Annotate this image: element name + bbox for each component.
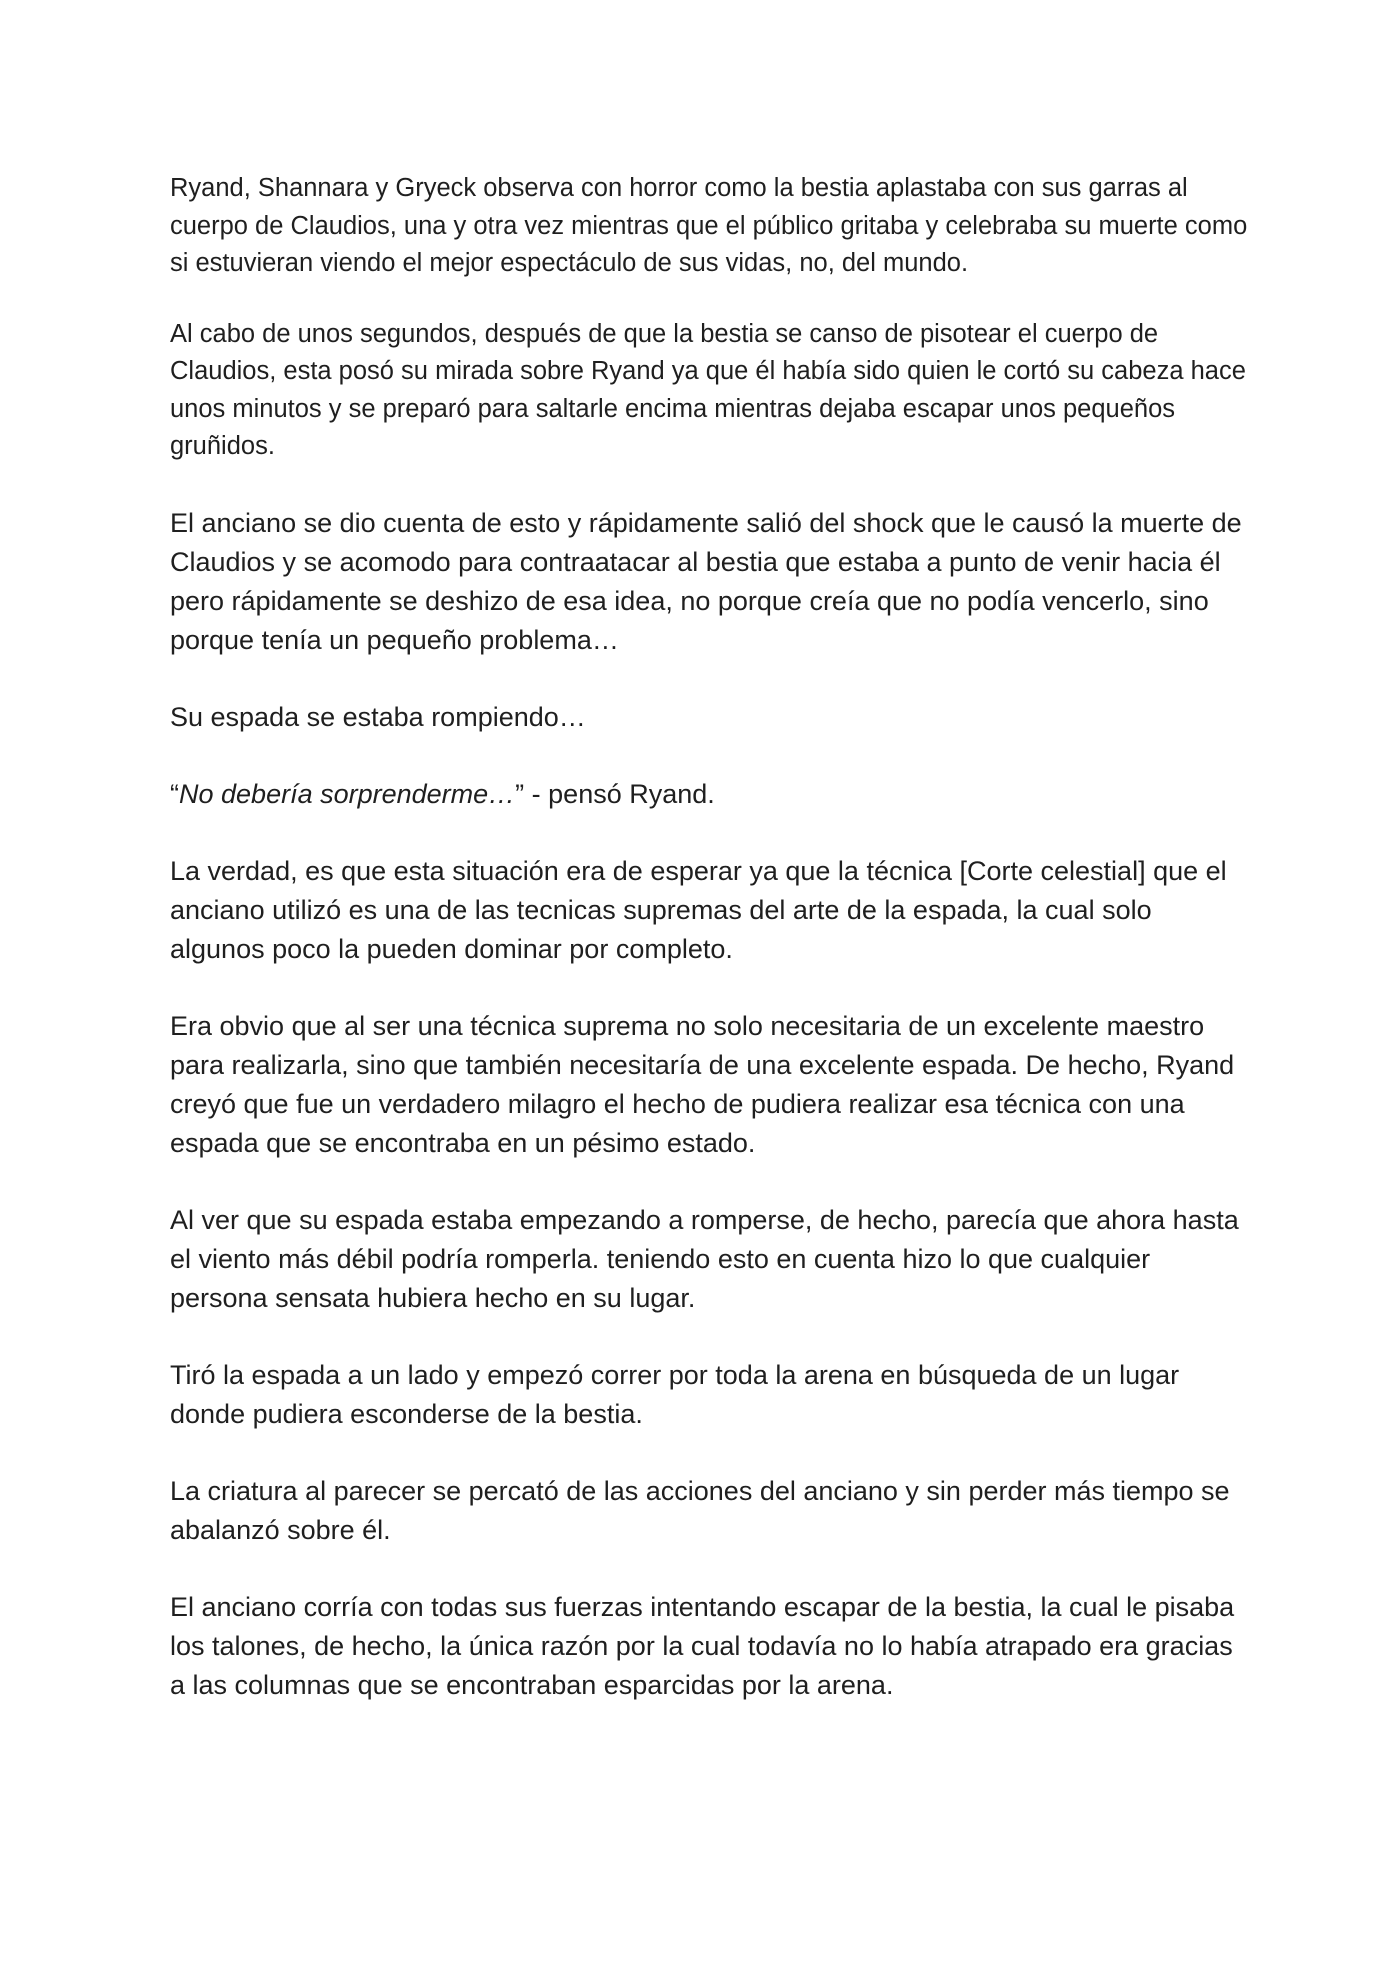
paragraph-11: El anciano corría con todas sus fuerzas intentando escapar de la bestia, la cual le pisaba los talones, de hecho, la única razón por la cual todavía no lo había atrapado era gracias a las columnas que se encontraban esparcidas por la arena. — [170, 1591, 1235, 1700]
paragraph-9: Tiró la espada a un lado y empezó correr por toda la arena en búsqueda de un lugar donde pudiera esconderse de la bestia. — [170, 1359, 1180, 1429]
paragraph-3: El anciano se dio cuenta de esto y rápidamente salió del shock que le causó la muerte de Claudios y se acomodo para contraatacar al bestia que estaba a punto de venir hacia él pero rápidamente se deshizo de esa idea, no porque creía que no podía vencerlo, sino porque tenía un pequeño problema… — [170, 507, 1242, 655]
paragraph-1: Ryand, Shannara y Gryeck observa con horror como la bestia aplastaba con sus garras al cuerpo de Claudios, una y otra vez mientras que el público gritaba y celebraba su muerte como si estuvieran viendo el mejor espectáculo de sus vidas, no, del mundo. — [170, 174, 1248, 277]
opening-quote: “ — [170, 778, 179, 809]
paragraph-5-thought — [170, 775, 1250, 814]
thought-attribution: - pensó Ryand. — [524, 778, 715, 809]
closing-quote: ” — [515, 778, 525, 809]
document-body — [170, 170, 1250, 1705]
paragraph-2: Al cabo de unos segundos, después de que la bestia se canso de pisotear el cuerpo de Claudios, esta posó su mirada sobre Ryand ya que él había sido quien le cortó su cabeza hace unos minutos y se preparó para saltarle encima mientras dejaba escapar unos pequeños gruñidos. — [170, 319, 1246, 460]
thought-text: No debería sorprenderme… — [179, 778, 516, 809]
paragraph-8: Al ver que su espada estaba empezando a romperse, de hecho, parecía que ahora hasta el viento más débil podría romperla. teniendo esto en cuenta hizo lo que cualquier persona sensata hubiera hecho en su lugar. — [170, 1204, 1239, 1313]
paragraph-7: Era obvio que al ser una técnica suprema no solo necesitaria de un excelente maestro para realizarla, sino que también necesitaría de una excelente espada. De hecho, Ryand creyó que fue un verdadero milagro el hecho de pudiera realizar esa técnica con una espada que se encontraba en un pésimo estado. — [170, 1010, 1235, 1158]
paragraph-10: La criatura al parecer se percató de las acciones del anciano y sin perder más tiempo se abalanzó sobre él. — [170, 1475, 1230, 1545]
paragraph-6: La verdad, es que esta situación era de esperar ya que la técnica [Corte celestial] que el anciano utilizó es una de las tecnicas supremas del arte de la espada, la cual solo algunos poco la pueden dominar por completo. — [170, 855, 1227, 964]
paragraph-4: Su espada se estaba rompiendo… — [170, 701, 586, 732]
